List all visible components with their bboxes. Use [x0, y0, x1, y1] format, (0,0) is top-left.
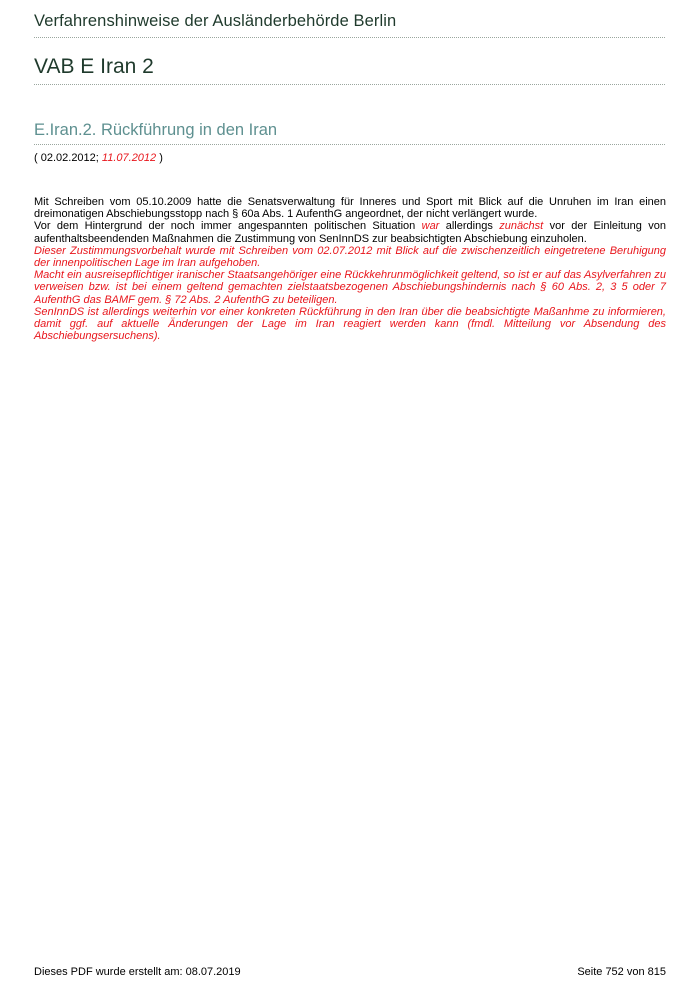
header-divider — [34, 37, 665, 38]
section-body — [34, 196, 666, 342]
section-dates — [34, 152, 163, 164]
paragraph-2 — [34, 220, 666, 244]
paragraph-4: Macht ein ausreisepflichtiger iranischer Staatsangehöriger eine Rückkehrunmöglichkeit geltend, so ist er auf das Asylverfahren zu verweisen bzw. ist bei einem geltend gemachten zielstaatsbezogenen Abschiebungshindernis nach § 60 Abs. 2, 3 5 oder 7 AufenthG das BAMF gem. § 72 Abs. 2 AufenthG zu beteiligen. — [34, 269, 666, 306]
date-open-paren: ( — [34, 152, 41, 164]
footer-created-date: Dieses PDF wurde erstellt am: 08.07.2019 — [34, 966, 241, 978]
date-close-paren: ) — [156, 152, 163, 164]
section-divider — [34, 144, 665, 145]
paragraph-2-part-c: vor der Einleitung von aufenthaltsbeendenden Maßnahmen die Zustimmung von SenInnDS zur beabsichtigten Abschiebung einzuholen. — [34, 220, 666, 245]
title-divider — [34, 84, 665, 85]
amended-word-zunaechst: zunächst — [499, 220, 544, 233]
paragraph-2-part-a: Vor dem Hintergrund der noch immer angespannten politischen Situation — [34, 220, 422, 233]
paragraph-5: SenInnDS ist allerdings weiterhin vor einer konkreten Rückführung in den Iran über die beabsichtigte Maßanhme zu informieren, damit ggf. auf aktuelle Änderungen der Lage im Iran reagiert werden kann (fmdl. Mitteilung vor Absendung des Abschiebungsersuchens). — [34, 305, 666, 343]
section-title: E.Iran.2. Rückführung in den Iran — [34, 121, 278, 139]
amended-word-war: war — [421, 220, 440, 233]
paragraph-1: Mit Schreiben vom 05.10.2009 hatte die Senatsverwaltung für Inneres und Sport mit Blick auf die Unruhen im Iran einen dreimonatigen Abschiebungsstopp nach § 60a Abs. 1 AufenthG angeordnet, der nicht verlängert wurde. — [34, 196, 666, 221]
document-title: VAB E Iran 2 — [34, 55, 154, 78]
paragraph-3: Dieser Zustimmungsvorbehalt wurde mit Schreiben vom 02.07.2012 mit Blick auf die zwischenzeitlich eingetretene Beruhigung der innenpolitischen Lage im Iran aufgehoben. — [34, 244, 666, 270]
date-separator: ; — [95, 152, 102, 164]
page-header-title: Verfahrenshinweise der Ausländerbehörde Berlin — [34, 12, 397, 30]
footer-page-number: Seite 752 von 815 — [577, 966, 666, 978]
date-original: 02.02.2012 — [40, 152, 96, 164]
paragraph-2-part-b: allerdings — [439, 220, 500, 233]
date-amended: 11.07.2012 — [101, 152, 157, 164]
